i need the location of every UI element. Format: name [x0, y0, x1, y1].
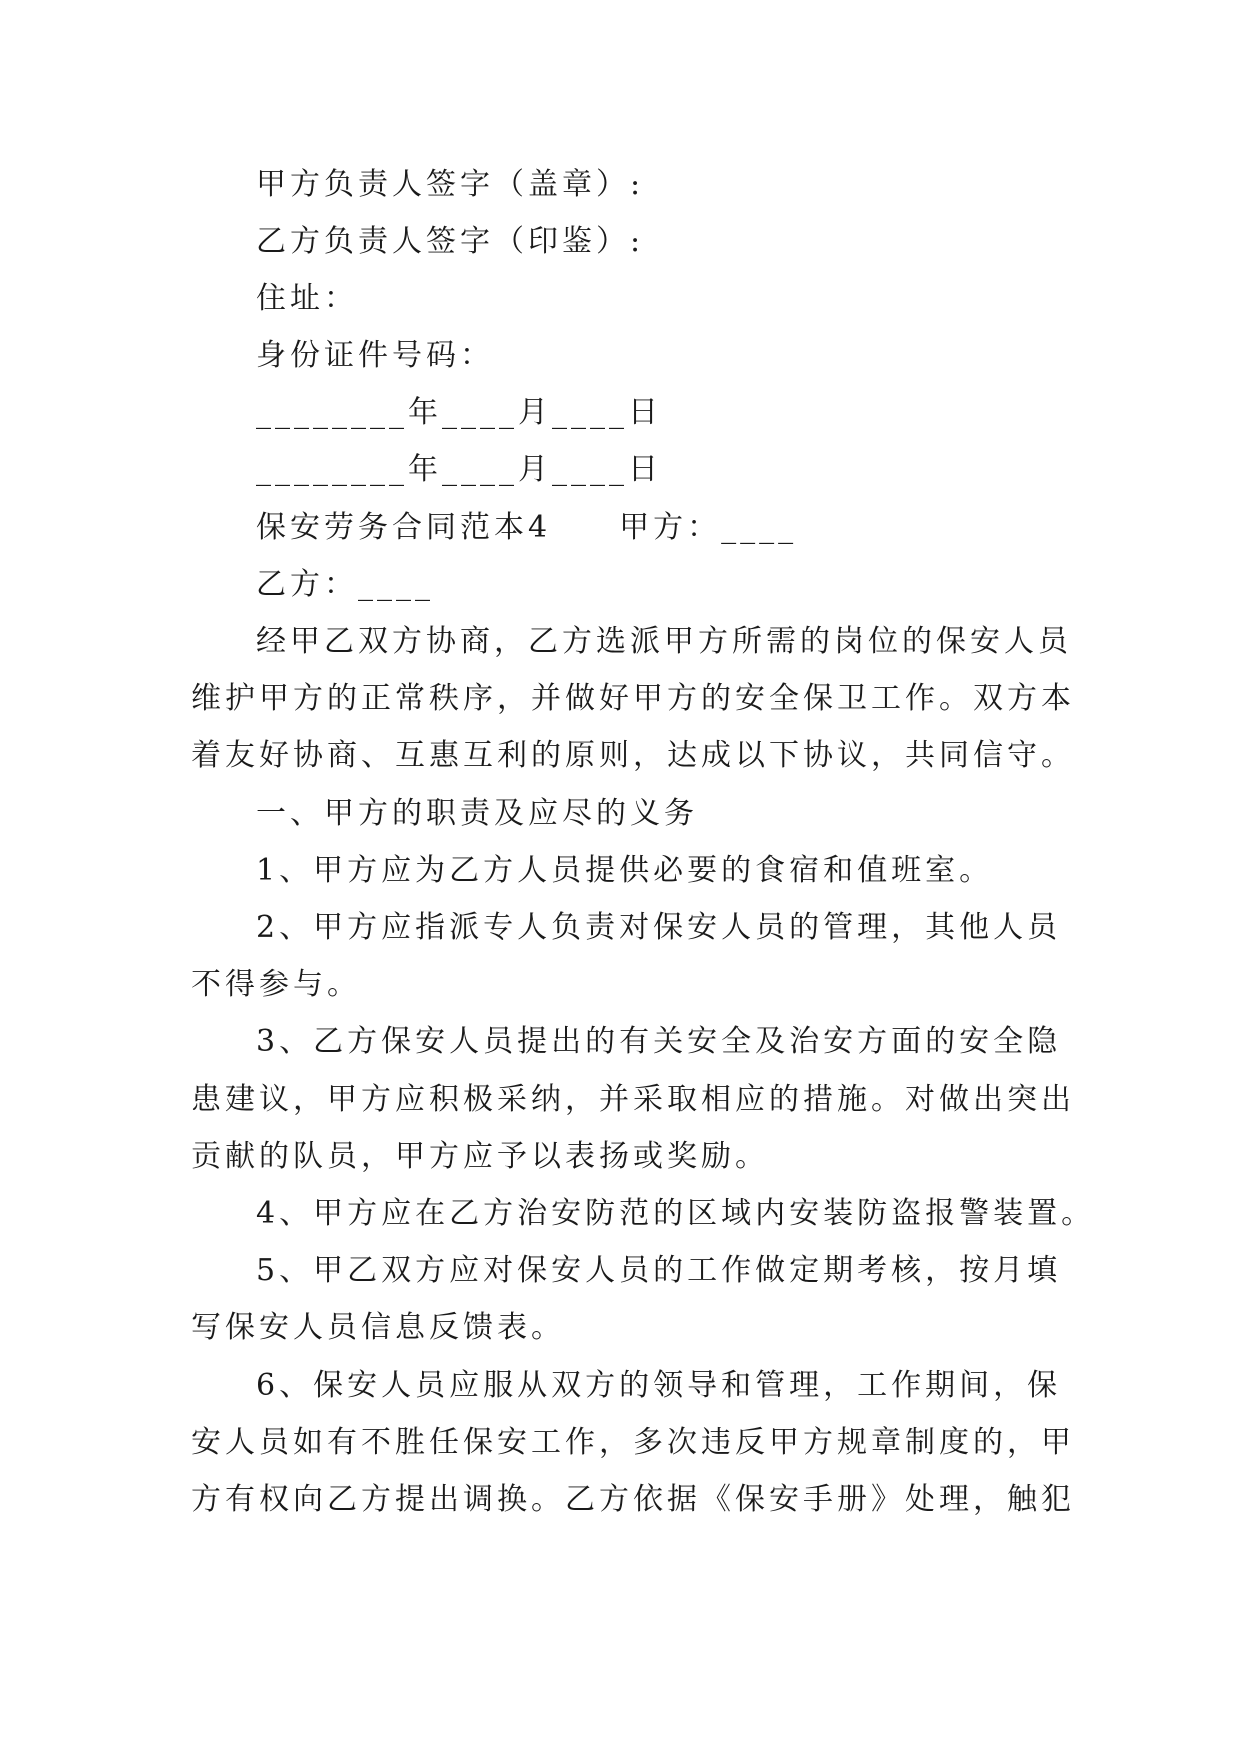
- section-heading: 一、甲方的职责及应尽的义务: [256, 796, 698, 831]
- clause-3: 3、乙方保安人员提出的有关安全及治安方面的安全隐: [256, 1024, 1062, 1059]
- clause-2-cont: 不得参与。: [191, 967, 361, 1002]
- clause-6-cont: 方有权向乙方提出调换。乙方依据《保安手册》处理，触犯: [191, 1482, 1075, 1517]
- clause-4: 4、甲方应在乙方治安防范的区域内安装防盗报警装置。: [256, 1196, 1096, 1231]
- clause-3-cont: 贡献的队员，甲方应予以表扬或奖励。: [191, 1139, 769, 1174]
- paragraph-line: 经甲乙双方协商，乙方选派甲方所需的岗位的保安人员: [256, 624, 1072, 659]
- contract-title-line: 保安劳务合同范本4 甲方：____: [256, 510, 798, 545]
- clause-6: 6、保安人员应服从双方的领导和管理，工作期间，保: [256, 1368, 1062, 1403]
- clause-5-cont: 写保安人员信息反馈表。: [191, 1310, 565, 1345]
- clause-2: 2、甲方应指派专人负责对保安人员的管理，其他人员: [256, 910, 1062, 945]
- party-b-line: 乙方：____: [256, 567, 434, 602]
- party-a-signature-line: 甲方负责人签字（盖章）:: [256, 167, 645, 202]
- date-line-1: ________年____月____日: [256, 395, 662, 430]
- paragraph-line: 着友好协商、互惠互利的原则，达成以下协议，共同信守。: [191, 738, 1075, 773]
- clause-6-cont: 安人员如有不胜任保安工作，多次违反甲方规章制度的，甲: [191, 1425, 1075, 1460]
- date-line-2: ________年____月____日: [256, 452, 662, 487]
- address-line: 住址：: [256, 281, 358, 316]
- clause-1: 1、甲方应为乙方人员提供必要的食宿和值班室。: [256, 853, 994, 888]
- party-b-signature-line: 乙方负责人签字（印鉴）:: [256, 224, 645, 259]
- id-number-line: 身份证件号码：: [256, 338, 494, 373]
- paragraph-line: 维护甲方的正常秩序，并做好甲方的安全保卫工作。双方本: [191, 681, 1075, 716]
- clause-3-cont: 患建议，甲方应积极采纳，并采取相应的措施。对做出突出: [191, 1082, 1075, 1117]
- clause-5: 5、甲乙双方应对保安人员的工作做定期考核，按月填: [256, 1253, 1062, 1288]
